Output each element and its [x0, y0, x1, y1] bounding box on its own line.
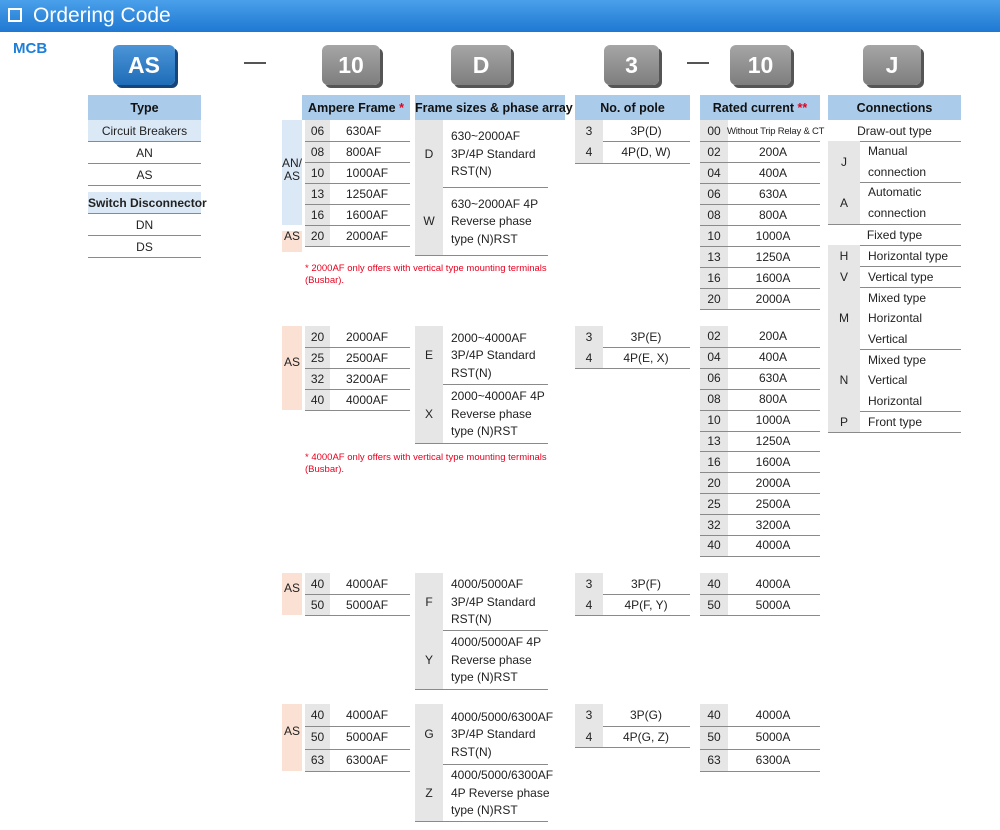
column-header-rated — [700, 95, 820, 120]
rated-code: 40 — [707, 576, 721, 591]
frame-desc-line: RST(N) — [451, 365, 492, 380]
divider — [88, 235, 201, 236]
ampere-code: 63 — [310, 752, 325, 767]
rated-code: 00 — [707, 123, 721, 138]
ampere-frame: 2500AF — [346, 350, 389, 365]
frame-desc-line: 3P/4P Standard — [451, 727, 536, 742]
rated-value: 2500A — [755, 496, 791, 511]
ampere-frame: 4000AF — [346, 576, 389, 591]
rated-value: 200A — [758, 329, 788, 344]
code-block-1: AS — [113, 45, 175, 85]
ampere-frame: 4000AF — [346, 708, 389, 723]
conn-desc-line: connection — [868, 164, 927, 179]
divider — [415, 821, 548, 822]
rated-code: 50 — [707, 597, 721, 612]
conn-desc-line: Mixed type — [868, 290, 927, 305]
rated-value: 400A — [758, 350, 788, 365]
divider — [700, 594, 820, 595]
rated-code: 02 — [707, 329, 721, 344]
divider — [305, 615, 410, 616]
divider — [700, 749, 820, 750]
column-header-type — [88, 95, 201, 120]
ampere-code: 20 — [310, 228, 325, 243]
series-label: AS — [283, 169, 300, 183]
ampere-code: 20 — [310, 329, 325, 344]
ampere-frame: 5000AF — [346, 730, 389, 745]
conn-code: J — [841, 154, 847, 169]
conn-code: A — [839, 196, 848, 210]
conn-desc-line: Horizontal — [868, 311, 923, 326]
separator-dash — [687, 62, 709, 64]
frame-desc-line: 630~2000AF 4P — [451, 196, 539, 211]
type-item: DS — [136, 240, 153, 254]
ampere-code: 50 — [310, 597, 325, 612]
series-label: AS — [283, 581, 300, 595]
rated-value: 200A — [758, 144, 788, 159]
ampere-frame: 1250AF — [346, 186, 389, 201]
rated-code: 06 — [707, 371, 721, 386]
rated-value: 630A — [758, 371, 788, 386]
type-cb-title: Circuit Breakers — [101, 124, 188, 138]
conn-code: V — [839, 269, 848, 284]
rated-value: 1600A — [755, 454, 791, 469]
divider — [88, 213, 201, 214]
series-label: AN/ — [282, 156, 303, 170]
rated-code: 06 — [707, 186, 721, 201]
frame-desc-line: Reverse phase — [451, 406, 532, 421]
rated-value: 5000A — [755, 597, 791, 612]
pole-desc: 3P(G) — [629, 708, 662, 722]
separator-dash — [244, 62, 266, 64]
divider — [828, 224, 961, 225]
pole-code: 3 — [585, 708, 593, 722]
ampere-code: 10 — [310, 165, 325, 180]
divider — [305, 347, 410, 348]
frame-desc-line: 2000~4000AF 4P — [451, 389, 545, 404]
frame-desc-line: 630~2000AF — [451, 129, 521, 144]
pole-desc: 4P(F, Y) — [624, 597, 668, 612]
code-block-3: D — [451, 45, 511, 85]
rated-value: 1250A — [755, 249, 791, 264]
code-block-2: 10 — [322, 45, 380, 85]
conn-desc-line: Horizontal type — [868, 248, 949, 263]
type-sd-title: Switch Disconnector — [88, 196, 207, 210]
rated-code: 16 — [707, 454, 721, 469]
title-bar — [0, 0, 1000, 32]
ampere-code: 08 — [310, 144, 325, 159]
divider — [700, 225, 820, 226]
pole-desc: 3P(E) — [630, 329, 662, 344]
frame-desc-line: type (N)RST — [451, 670, 518, 685]
conn-desc-line: Manual — [868, 144, 908, 158]
rated-code: 10 — [707, 228, 721, 243]
divider — [305, 726, 410, 727]
divider — [700, 514, 820, 515]
code-block-4: 3 — [604, 45, 659, 85]
conn-code: M — [839, 311, 849, 325]
rated-value: 630A — [758, 186, 788, 201]
rated-code: 25 — [707, 496, 721, 511]
frame-code: Y — [424, 652, 433, 667]
frame-desc-line: 4000/5000AF — [451, 577, 524, 592]
frame-desc-line: RST(N) — [451, 612, 492, 627]
header-label: Type — [130, 101, 159, 115]
rated-code: 04 — [707, 350, 721, 365]
ampere-code: 13 — [310, 186, 325, 201]
divider — [305, 141, 410, 142]
divider — [700, 431, 820, 432]
rated-value: 4000A — [755, 576, 791, 591]
rated-code: 20 — [707, 475, 721, 490]
frame-desc-line: 4000/5000AF 4P — [451, 635, 542, 650]
conn-desc-line: connection — [868, 205, 927, 220]
conn-desc-line: Automatic — [868, 185, 922, 199]
ampere-frame: 6300AF — [346, 752, 389, 767]
frame-desc-line: 4P Reverse phase — [451, 785, 550, 800]
rated-value: 2000A — [755, 475, 791, 490]
conn-drawout-title: Draw-out type — [857, 124, 932, 138]
series-label: AS — [283, 229, 300, 243]
frame-desc-line: type (N)RST — [451, 424, 518, 439]
divider — [88, 141, 201, 142]
ampere-frame: 800AF — [346, 144, 382, 159]
pole-code: 3 — [585, 123, 593, 138]
divider — [700, 410, 820, 411]
ampere-code: 40 — [310, 576, 325, 591]
divider — [700, 204, 820, 205]
asterisk-mark: * — [395, 101, 404, 115]
type-item: DN — [135, 218, 154, 232]
ampere-frame: 630AF — [346, 123, 382, 138]
divider — [415, 255, 548, 256]
frame-code: F — [425, 594, 433, 609]
rated-code: 08 — [707, 392, 721, 407]
rated-value: 3200A — [755, 517, 791, 532]
ampere-frame: 4000AF — [346, 392, 389, 407]
code-block-5: 10 — [730, 45, 791, 85]
pole-desc: 4P(E, X) — [623, 350, 669, 365]
divider — [88, 163, 201, 164]
frame-desc-line: 2000~4000AF — [451, 330, 527, 345]
pole-desc: 4P(G, Z) — [622, 729, 669, 744]
divider — [700, 347, 820, 348]
rated-value: Without Trip Relay & CT — [727, 125, 825, 137]
conn-desc-line: Vertical type — [868, 269, 934, 284]
rated-value: 1000A — [755, 228, 791, 243]
header-label: No. of pole — [600, 101, 665, 115]
divider — [305, 749, 410, 750]
divider — [415, 689, 548, 690]
column-header-ampere — [302, 95, 410, 120]
pole-desc: 3P(F) — [631, 576, 661, 591]
divider — [700, 183, 820, 184]
frame-code: D — [424, 146, 434, 161]
frame-code: Z — [425, 785, 433, 800]
rated-code: 20 — [707, 291, 721, 306]
column-header-conn — [828, 95, 961, 120]
code-block-6: J — [863, 45, 921, 85]
conn-desc-line: Mixed type — [868, 352, 927, 367]
header-label: Rated current — [712, 101, 795, 115]
frame-desc-line: 3P/4P Standard — [451, 594, 536, 609]
divider — [305, 204, 410, 205]
rated-code: 40 — [707, 708, 721, 723]
frame-desc-line: type (N)RST — [451, 803, 518, 818]
rated-code: 13 — [707, 249, 721, 264]
frame-code: X — [424, 406, 433, 421]
frame-desc-line: 4000/5000/6300AF — [451, 768, 554, 783]
rated-value: 6300A — [755, 752, 791, 767]
divider — [700, 472, 820, 473]
divider — [700, 141, 820, 142]
divider — [700, 246, 820, 247]
rated-value: 4000A — [755, 708, 791, 723]
frame-code: G — [424, 727, 434, 741]
rated-value: 800A — [758, 207, 788, 222]
conn-desc-line: Vertical — [868, 331, 908, 346]
footnote: * 4000AF only offers with vertical type mounting terminals (Busbar). — [305, 452, 547, 475]
divider — [700, 309, 820, 310]
conn-fixed-title: Fixed type — [866, 228, 923, 242]
divider — [700, 162, 820, 163]
ampere-frame: 5000AF — [346, 597, 389, 612]
checkbox-icon — [8, 8, 22, 22]
type-item: AS — [136, 168, 153, 182]
divider — [305, 225, 410, 226]
divider — [305, 162, 410, 163]
header-label: Ampere Frame — [308, 101, 396, 115]
rated-code: 16 — [707, 270, 721, 285]
frame-desc-line: Reverse phase — [451, 652, 532, 667]
divider — [305, 246, 410, 247]
rated-code: 40 — [707, 538, 721, 553]
conn-code: N — [839, 373, 849, 387]
divider — [700, 389, 820, 390]
column-header-frame — [415, 95, 573, 120]
divider — [700, 726, 820, 727]
divider — [305, 594, 410, 595]
frame-desc-line: type (N)RST — [451, 231, 518, 246]
rated-code: 32 — [707, 517, 721, 532]
pole-code: 4 — [585, 145, 593, 159]
rated-code: 10 — [707, 413, 721, 428]
ampere-code: 40 — [310, 708, 325, 723]
rated-value: 400A — [758, 165, 788, 180]
header-label: Connections — [856, 101, 933, 115]
conn-code: H — [839, 248, 849, 263]
divider — [700, 451, 820, 452]
divider — [305, 368, 410, 369]
pole-code: 4 — [585, 729, 593, 744]
footnote: * 2000AF only offers with vertical type mounting terminals (Busbar). — [305, 263, 547, 286]
rated-code: 08 — [707, 207, 721, 222]
ampere-frame: 2000AF — [346, 329, 389, 344]
ampere-code: 06 — [310, 123, 325, 138]
divider — [305, 410, 410, 411]
rated-value: 4000A — [755, 538, 791, 553]
divider — [575, 615, 690, 616]
conn-code: P — [839, 414, 848, 429]
divider — [305, 183, 410, 184]
frame-code: W — [423, 214, 435, 228]
rated-code: 63 — [707, 752, 721, 767]
rated-code: 13 — [707, 433, 721, 448]
frame-desc-line: RST(N) — [451, 744, 492, 759]
pole-desc: 3P(D) — [630, 123, 662, 138]
conn-desc-line: Horizontal — [868, 393, 923, 408]
pole-code: 3 — [585, 329, 593, 344]
ampere-frame: 3200AF — [346, 371, 389, 386]
column-header-pole — [575, 95, 690, 120]
header-label: Frame sizes & phase array — [415, 101, 573, 115]
divider — [575, 163, 690, 164]
divider — [415, 443, 548, 444]
rated-code: 02 — [707, 144, 721, 159]
divider — [575, 368, 690, 369]
divider — [700, 368, 820, 369]
ampere-code: 40 — [310, 392, 325, 407]
divider — [305, 771, 410, 772]
pole-code: 4 — [585, 350, 593, 365]
ampere-frame: 2000AF — [346, 228, 389, 243]
pole-code: 4 — [585, 597, 593, 612]
ampere-frame: 1000AF — [346, 165, 389, 180]
asterisk-mark: ** — [794, 101, 808, 115]
rated-value: 2000A — [755, 291, 791, 306]
page-title: Ordering Code — [33, 4, 171, 27]
rated-value: 1600A — [755, 270, 791, 285]
divider — [700, 535, 820, 536]
divider — [700, 615, 820, 616]
series-label: AS — [283, 355, 300, 369]
ampere-code: 32 — [310, 371, 325, 386]
frame-desc-line: 3P/4P Standard — [451, 146, 536, 161]
frame-desc-line: RST(N) — [451, 164, 492, 179]
frame-code: E — [424, 348, 433, 362]
divider — [575, 747, 690, 748]
ampere-frame: 1600AF — [346, 207, 389, 222]
frame-desc-line: 4000/5000/6300AF — [451, 709, 554, 724]
divider — [700, 771, 820, 772]
divider — [700, 288, 820, 289]
divider — [88, 185, 201, 186]
ampere-code: 50 — [310, 730, 325, 745]
conn-desc-line: Front type — [868, 414, 923, 429]
divider — [88, 257, 201, 258]
divider — [305, 389, 410, 390]
pole-desc: 4P(D, W) — [621, 145, 671, 159]
conn-desc-line: Vertical — [868, 373, 908, 388]
rated-value: 5000A — [755, 730, 791, 745]
rated-value: 800A — [758, 392, 788, 407]
divider — [828, 432, 961, 433]
rated-value: 1000A — [755, 413, 791, 428]
divider — [700, 493, 820, 494]
rated-value: 1250A — [755, 433, 791, 448]
series-label: AS — [283, 724, 300, 738]
frame-desc-line: Reverse phase — [451, 214, 532, 229]
rated-code: 50 — [707, 730, 721, 745]
ampere-code: 16 — [310, 207, 325, 222]
divider — [700, 556, 820, 557]
product-label: MCB — [13, 40, 48, 57]
frame-desc-line: 3P/4P Standard — [451, 348, 536, 363]
pole-code: 3 — [585, 576, 593, 591]
divider — [700, 267, 820, 268]
rated-code: 04 — [707, 165, 721, 180]
ampere-code: 25 — [310, 350, 325, 365]
type-item: AN — [136, 146, 153, 160]
